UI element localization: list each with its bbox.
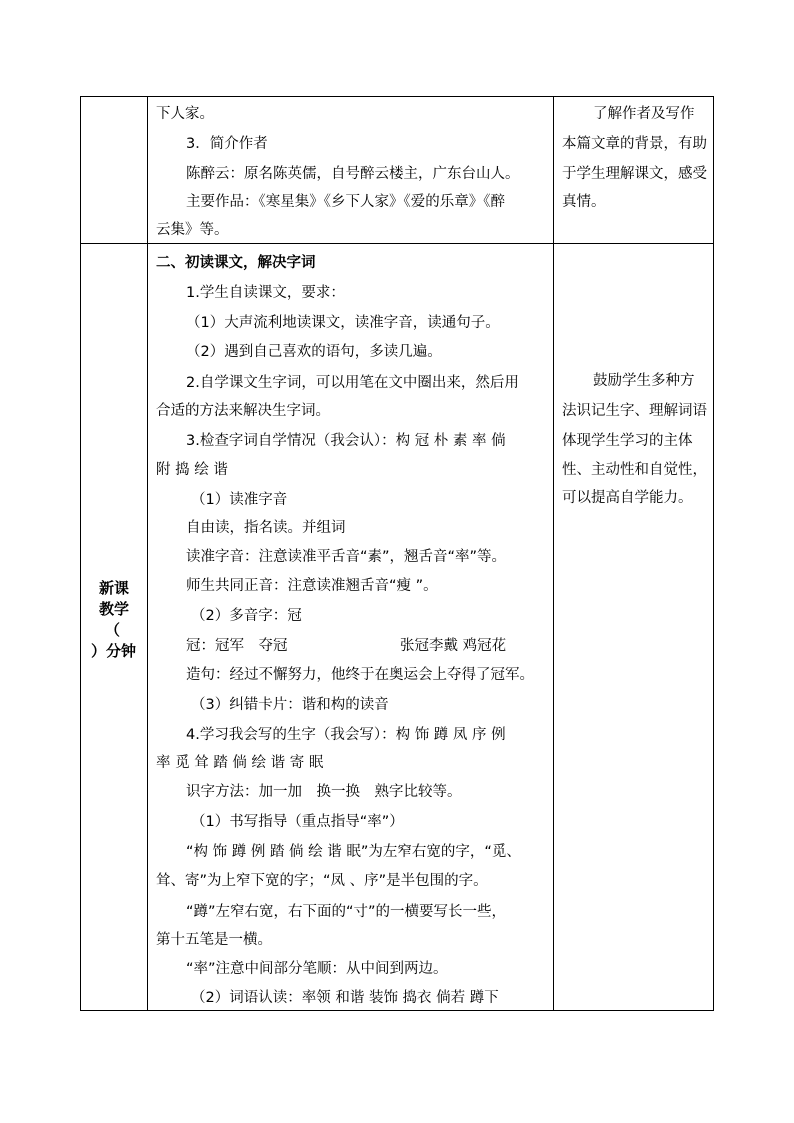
content-line: 耸、寄”为上窄下宽的字；“凤 、序”是半包围的字。 [156,873,488,889]
row-divider [81,243,713,244]
section-heading: 二、初读课文，解决字词 [156,255,316,271]
content-line: （3）纠错卡片：谐和构的读音 [191,697,389,713]
label-line: 新课 [99,579,130,597]
note-line: 体现学生学习的主体 [562,433,693,449]
content-line: 率 觅 耸 踏 倘 绘 谐 寄 眠 [156,755,324,771]
content-line: 4.学习我会写的生字（我会写）：构 饰 蹲 凤 序 例 [186,727,506,743]
note-line: 真情。 [562,194,606,210]
content-line: 张冠李戴 鸡冠花 [400,638,507,654]
content-line: 2.自学课文生字词，可以用笔在文中圈出来，然后用 [186,375,519,391]
content-line: （1）大声流利地读课文，读准字音，读通句子。 [186,315,500,331]
note-line: 本篇文章的背景，有助 [562,136,707,152]
content-line: 读准字音：注意读准平舌音“素”，翘舌音“率”等。 [186,549,507,565]
content-line: 3.检查字词自学情况（我会认）：构 冠 朴 素 率 倘 [186,433,506,449]
lesson-plan-table [80,96,714,1011]
note-line: 可以提高自学能力。 [562,490,693,506]
content-line: 陈醉云：原名陈英儒，自号醉云楼主，广东台山人。 [186,166,520,182]
content-line: 师生共同正音：注意读准翘舌音“瘦 ”。 [186,578,438,594]
content-line: 自由读，指名读。并组词 [186,520,346,536]
content-line: 第十五笔是一横。 [156,932,272,948]
content-line: 下人家。 [156,106,214,122]
note-line: 法识记生字、理解词语 [562,403,707,419]
content-line: 1.学生自读课文，要求： [186,285,345,301]
content-line: 冠：冠军 夺冠 [186,638,288,654]
content-line: （2）词语认读：率领 和谐 装饰 捣衣 倘若 蹲下 [191,990,499,1006]
content-line: “率”注意中间部分笔顺：从中间到两边。 [186,961,448,977]
label-line: 教学 [99,600,130,618]
content-line: 主要作品：《寒星集》《乡下人家》《爱的乐章》《醉 [186,194,505,210]
content-line: “蹲”左窄右宽，右下面的“寸”的一横要写长一些， [186,904,507,920]
content-line: （2）多音字：冠 [191,608,302,624]
column-divider-right [553,97,554,1010]
content-line: 合适的方法来解决生字词。 [156,403,330,419]
note-line: 鼓励学生多种方 [593,373,695,389]
note-line: 性、主动性和自觉性， [562,462,707,478]
content-line: 造句：经过不懈努力，他终于在奥运会上夺得了冠军。 [186,667,534,683]
content-line: （2）遇到自己喜欢的语句，多读几遍。 [186,344,442,360]
label-line: ）分钟 [91,642,137,660]
content-line: “构 饰 蹲 例 踏 倘 绘 谐 眠”为左窄右宽的字，“觅、 [186,844,521,860]
column-divider-left [147,97,148,1010]
note-line: 于学生理解课文，感受 [562,166,707,182]
note-line: 了解作者及写作 [593,106,695,122]
content-line: （1）书写指导（重点指导“率”） [191,814,404,830]
content-line: 识字方法：加一加 换一换 熟字比较等。 [186,784,462,800]
label-line: （ [105,621,121,639]
content-line: 3．简介作者 [186,136,268,152]
content-line: （1）读准字音 [191,492,288,508]
content-line: 附 捣 绘 谐 [156,462,228,478]
content-line: 云集》等。 [156,222,229,238]
